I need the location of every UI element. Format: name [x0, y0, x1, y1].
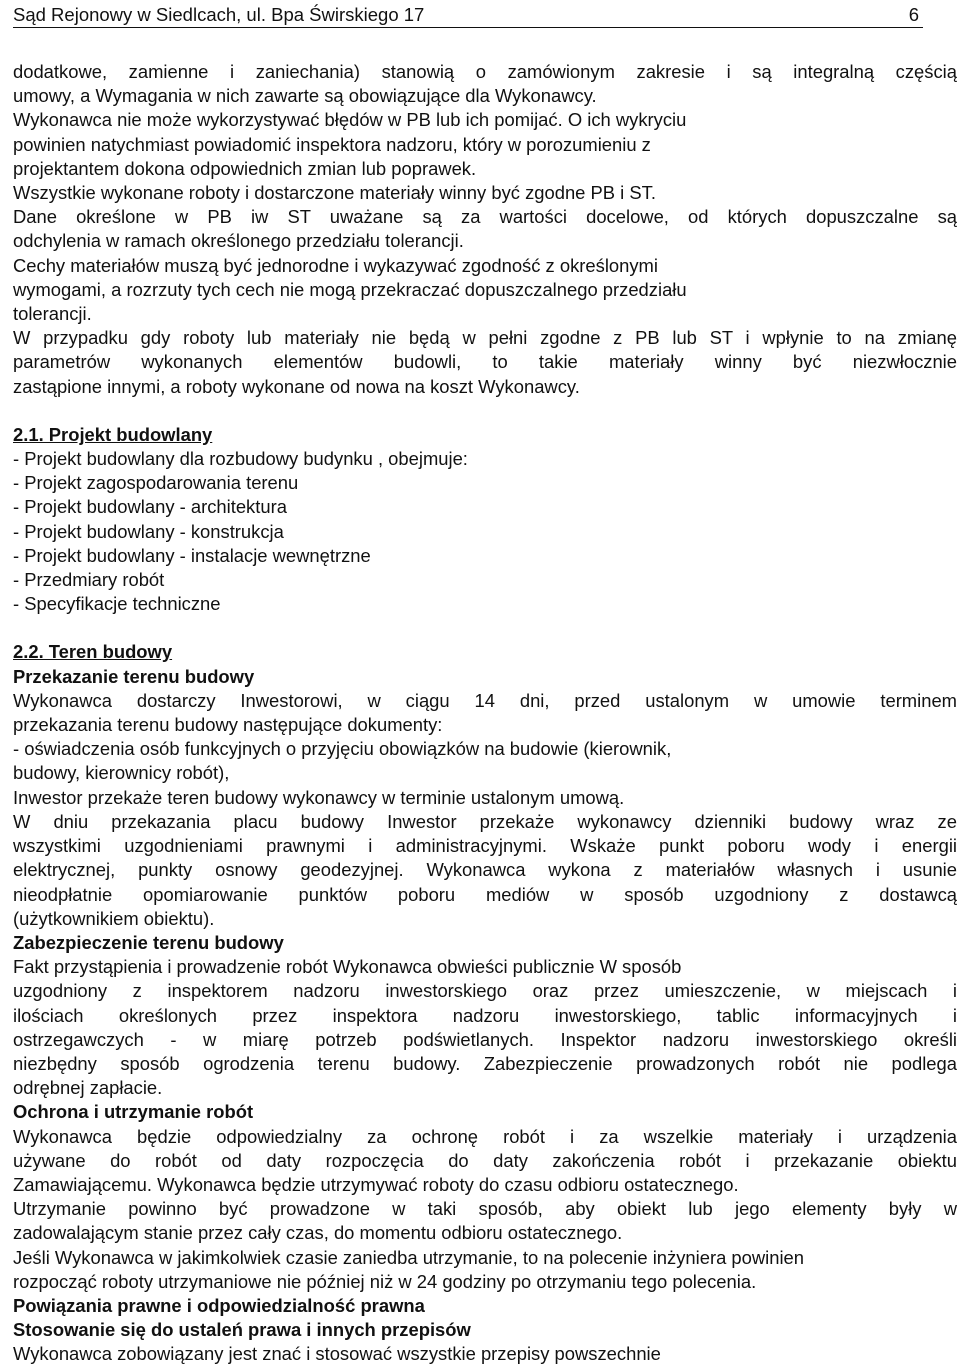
text-line: wymogami, a rozrzuty tych cech nie mogą przekraczać dopuszczalnego przedziału	[13, 278, 687, 300]
text-line: dodatkowe, zamienne i zaniechania) stanowią o zamówionym zakresie i są integralną częścią	[13, 61, 957, 82]
list-item: - Projekt budowlany - architektura	[13, 496, 287, 518]
text-line: odchylenia w ramach określonego przedziału tolerancji.	[13, 230, 464, 252]
document-body	[13, 60, 957, 1367]
text-line: Wykonawca dostarczy Inwestorowi, w ciągu 14 dni, przed ustalonym w umowie terminem	[13, 689, 957, 711]
text-line: Fakt przystąpienia i prowadzenie robót Wykonawca obwieści publicznie W sposób	[13, 956, 682, 978]
text-line: ostrzegawczych - w miarę potrzeb podświetlanych. Inspektor nadzoru inwestorskiego określi	[13, 1028, 957, 1050]
text-line: (użytkownikiem obiektu).	[13, 907, 215, 929]
text-line: uzgodniony z inspektorem nadzoru inwestorskiego oraz przez umieszczenie, w miejscach i	[13, 980, 957, 1002]
list-item: - Specyfikacje techniczne	[13, 593, 221, 615]
text-line: - oświadczenia osób funkcyjnych o przyjęciu obowiązków na budowie (kierownik,	[13, 738, 672, 760]
text-line: Wszystkie wykonane roboty i dostarczone materiały winny być zgodne PB i ST.	[13, 182, 656, 204]
list-item: - Projekt zagospodarowania terenu	[13, 472, 299, 494]
text-line: używane do robót od daty rozpoczęcia do daty zakończenia robót i przekazanie obiektu	[13, 1149, 957, 1171]
header-court-address: Sąd Rejonowy w Siedlcach, ul. Bpa Świrskiego 17	[13, 4, 425, 25]
text-line: projektantem dokona odpowiednich zmian lub poprawek.	[13, 157, 477, 179]
text-line: W przypadku gdy roboty lub materiały nie będą w pełni zgodne z PB lub ST i wpłynie to na zmianę	[13, 327, 957, 349]
list-item: - Projekt budowlany dla rozbudowy budynku , obejmuje:	[13, 448, 468, 470]
text-line: Zamawiającemu. Wykonawca będzie utrzymywać roboty do czasu odbioru ostatecznego.	[13, 1173, 739, 1195]
text-line: rozpocząć roboty utrzymaniowe nie później niż w 24 godziny po otrzymaniu tego polecenia.	[13, 1270, 757, 1292]
text-line: Utrzymanie powinno być prowadzone w taki sposób, aby obiekt lub jego elementy były w	[13, 1198, 957, 1220]
list-item: - Projekt budowlany - instalacje wewnętrzne	[13, 544, 371, 566]
text-line: W dniu przekazania placu budowy Inwestor przekaże wykonawcy dzienniki budowy wraz ze	[13, 810, 957, 832]
list-item: - Projekt budowlany - konstrukcja	[13, 520, 284, 542]
section-heading-2-1: 2.1. Projekt budowlany	[13, 423, 213, 445]
text-line: ilościach określonych przez inspektora nadzoru inwestorskiego, tablic informacyjnych i	[13, 1004, 957, 1026]
spacer	[13, 616, 957, 640]
text-line: elektrycznej, punkty osnowy geodezyjnej. Wykonawca wykona z materiałów własnych i usunie	[13, 859, 957, 881]
text-line: parametrów wykonanych elementów budowli, to takie materiały winny być niezwłocznie	[13, 351, 957, 373]
text-line: tolerancji.	[13, 303, 92, 325]
text-line: zastąpione innymi, a roboty wykonane od nowa na koszt Wykonawcy.	[13, 375, 580, 397]
subheading-legal-relations: Powiązania prawne i odpowiedzialność prawna	[13, 1294, 425, 1316]
text-line: nieodpłatnie opomiarowanie punktów poboru mediów w sposób uzgodniony z dostawcą	[13, 883, 957, 905]
text-line: Dane określone w PB iw ST uważane są za wartości docelowe, od których dopuszczalne są	[13, 206, 957, 228]
list-item: - Przedmiary robót	[13, 569, 165, 591]
text-line: niezbędny sposób ogrodzenia terenu budowy. Zabezpieczenie prowadzonych robót nie podlega	[13, 1052, 957, 1074]
document-page	[13, 3, 957, 1367]
subheading-site-handover: Przekazanie terenu budowy	[13, 665, 255, 687]
page-header	[13, 3, 923, 28]
text-line: zadowalającym stanie przez cały czas, do momentu odbioru ostatecznego.	[13, 1222, 623, 1244]
text-line: Wykonawca zobowiązany jest znać i stosować wszystkie przepisy powszechnie	[13, 1343, 661, 1365]
text-line: przekazania terenu budowy następujące dokumenty:	[13, 714, 443, 736]
text-line: Jeśli Wykonawca w jakimkolwiek czasie zaniedba utrzymanie, to na polecenie inżyniera powinien	[13, 1246, 805, 1268]
text-line: odrębnej zapłacie.	[13, 1077, 163, 1099]
subheading-site-security: Zabezpieczenie terenu budowy	[13, 931, 284, 953]
text-line: Wykonawca nie może wykorzystywać błędów w PB lub ich pomijać. O ich wykryciu	[13, 109, 687, 131]
section-heading-2-2: 2.2. Teren budowy	[13, 641, 173, 663]
page-number: 6	[908, 4, 919, 25]
text-line: umowy, a Wymagania w nich zawarte są obowiązujące dla Wykonawcy.	[13, 85, 597, 107]
spacer	[13, 399, 957, 423]
text-line: powinien natychmiast powiadomić inspektora nadzoru, który w porozumieniu z	[13, 133, 651, 155]
text-line: budowy, kierownicy robót),	[13, 762, 230, 784]
text-line: wszystkimi uzgodnieniami prawnymi i administracyjnymi. Wskaże punkt poboru wody i energii	[13, 835, 957, 857]
text-line: Inwestor przekaże teren budowy wykonawcy w terminie ustalonym umową.	[13, 786, 625, 808]
subheading-works-protection: Ochrona i utrzymanie robót	[13, 1101, 254, 1123]
subheading-law-compliance: Stosowanie się do ustaleń prawa i innych przepisów	[13, 1319, 471, 1341]
text-line: Cechy materiałów muszą być jednorodne i wykazywać zgodność z określonymi	[13, 254, 658, 276]
text-line: Wykonawca będzie odpowiedzialny za ochronę robót i za wszelkie materiały i urządzenia	[13, 1125, 957, 1147]
